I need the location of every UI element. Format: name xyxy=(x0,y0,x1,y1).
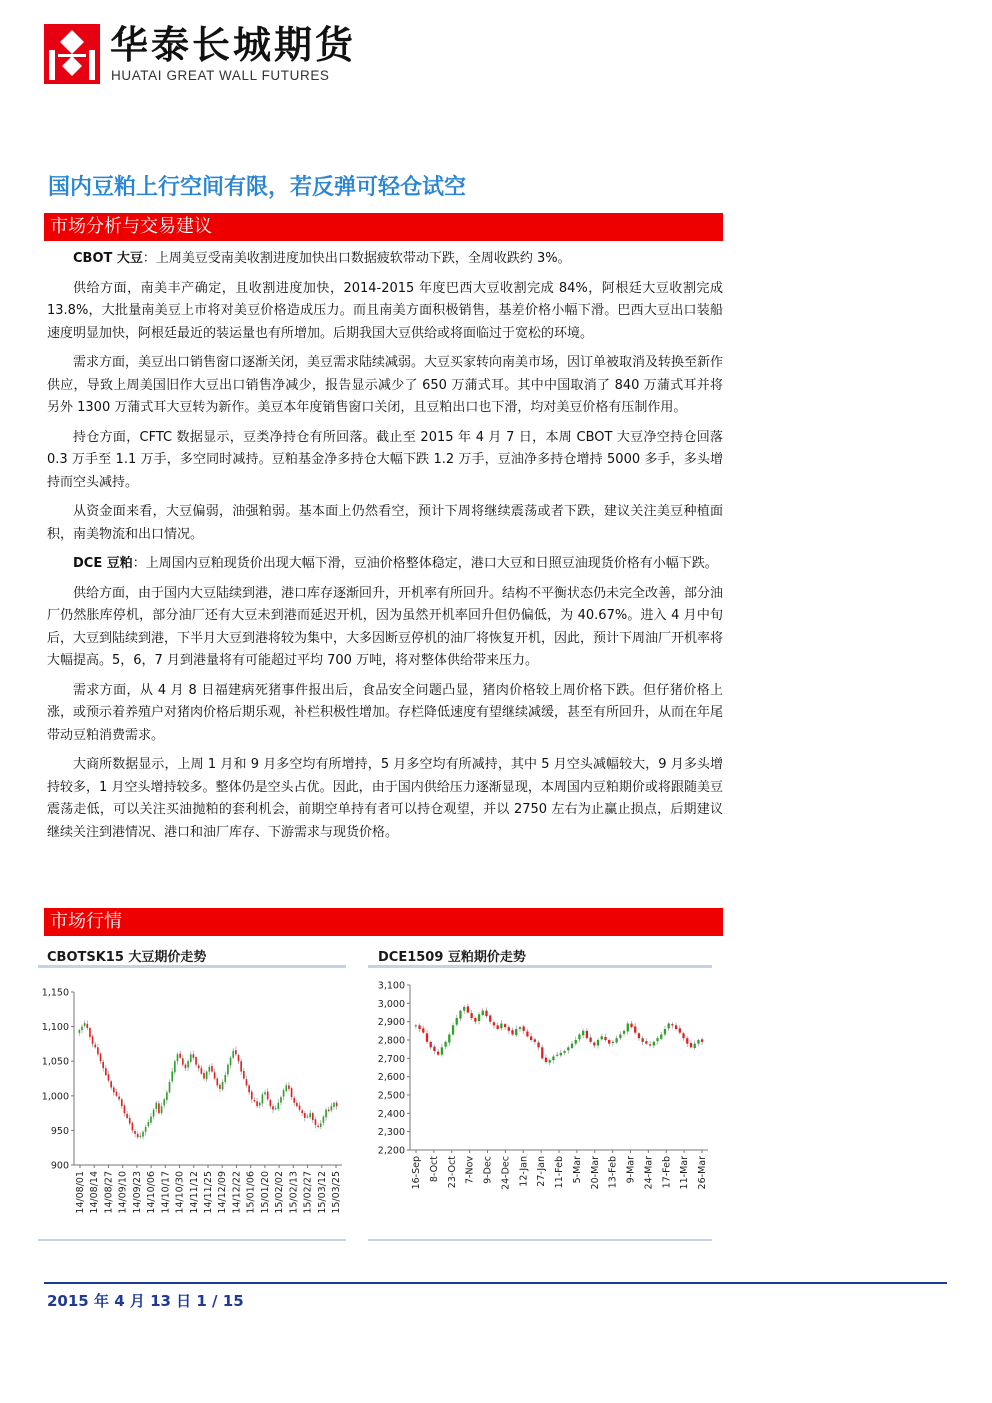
candle xyxy=(126,1114,128,1118)
x-tick-label: 14/12/22 xyxy=(231,1171,243,1214)
candle xyxy=(214,1072,216,1078)
y-tick-label: 900 xyxy=(50,1160,69,1172)
candle xyxy=(701,1039,703,1041)
company-name-en: HUATAI GREAT WALL FUTURES xyxy=(111,68,330,83)
paragraph-text: 供给方面，南美丰产确定，且收割进度加快，2014-2015 年度巴西大豆收割完成 84%，阿根廷大豆收割完成 13.8%，大批量南美豆上市将对美豆价格造成压力。而且南美方面积极销售，基差价格小幅下滑。巴西大豆出口装船速度明显加快，阿根廷最近的装运量也有所增加。后期我国大豆供给或将面临过于宽松的环境。 xyxy=(47,280,723,341)
candle xyxy=(291,1088,293,1097)
x-tick-label: 20-Mar xyxy=(589,1156,601,1190)
y-tick-label: 1,100 xyxy=(41,1022,69,1034)
x-tick-label: 8-Oct xyxy=(428,1156,440,1183)
x-tick-label: 15/01/20 xyxy=(259,1171,271,1214)
candle xyxy=(100,1054,102,1062)
candle xyxy=(238,1055,240,1061)
candle xyxy=(623,1031,625,1034)
candle xyxy=(201,1068,203,1074)
paragraph-text: ：上周美豆受南美收割进度加快出口数据疲软带动下跌，全周收跌约 3%。 xyxy=(142,251,571,266)
x-tick-label: 15/01/06 xyxy=(245,1171,257,1214)
paragraph xyxy=(47,553,723,576)
x-tick-label: 15/02/02 xyxy=(274,1171,286,1214)
candle xyxy=(224,1075,226,1082)
candle xyxy=(656,1038,658,1041)
candle xyxy=(571,1044,573,1048)
section-bar-analysis xyxy=(44,213,723,241)
candle xyxy=(222,1082,224,1090)
candle xyxy=(94,1045,96,1048)
candle xyxy=(254,1100,256,1101)
candle xyxy=(230,1058,232,1066)
candle xyxy=(589,1038,591,1042)
candle xyxy=(150,1117,152,1123)
candle xyxy=(137,1134,139,1137)
candle xyxy=(690,1043,692,1047)
candle xyxy=(534,1039,536,1041)
candle xyxy=(627,1024,629,1032)
candle xyxy=(270,1100,272,1106)
candle xyxy=(328,1110,330,1111)
y-tick-label: 2,600 xyxy=(377,1072,405,1084)
candle xyxy=(124,1105,126,1113)
candle xyxy=(277,1103,279,1109)
candle xyxy=(145,1127,147,1132)
candle xyxy=(89,1028,91,1037)
candle xyxy=(515,1029,517,1035)
candle xyxy=(660,1035,662,1039)
candle xyxy=(259,1103,261,1106)
candle xyxy=(441,1047,443,1054)
candle xyxy=(227,1065,229,1075)
candle xyxy=(129,1118,131,1124)
candle xyxy=(296,1103,298,1106)
candle xyxy=(179,1054,181,1058)
paragraph xyxy=(47,754,723,844)
company-name-cn: 华泰长城期货 xyxy=(110,23,357,67)
candle xyxy=(448,1035,450,1043)
candle xyxy=(232,1051,234,1058)
candle xyxy=(161,1106,163,1113)
candle xyxy=(323,1117,325,1123)
dce-soymeal-chart xyxy=(368,975,712,1235)
x-tick-label: 14/11/25 xyxy=(203,1171,214,1214)
candle xyxy=(549,1060,551,1062)
paragraph xyxy=(47,501,723,546)
candle xyxy=(694,1044,696,1048)
candle xyxy=(272,1106,274,1109)
candle xyxy=(140,1136,142,1137)
candle xyxy=(190,1054,192,1062)
candle xyxy=(307,1117,309,1118)
candle xyxy=(586,1031,588,1038)
candle xyxy=(264,1092,266,1094)
candle xyxy=(280,1097,282,1103)
paragraph xyxy=(47,427,723,495)
candle xyxy=(171,1072,173,1082)
candle xyxy=(331,1106,333,1110)
candle xyxy=(251,1092,253,1100)
candle xyxy=(526,1031,528,1036)
x-tick-label: 14/09/23 xyxy=(131,1171,143,1214)
candle xyxy=(158,1103,160,1113)
candle xyxy=(519,1027,521,1029)
candle xyxy=(235,1050,237,1054)
candle xyxy=(203,1073,205,1079)
footer-date-page: 2015 年 4 月 13 日 1 / 15 xyxy=(47,1292,244,1310)
y-tick-label: 2,500 xyxy=(377,1090,405,1102)
candle xyxy=(320,1123,322,1126)
y-tick-label: 950 xyxy=(50,1125,69,1137)
x-tick-label: 11-Feb xyxy=(554,1156,565,1189)
y-tick-label: 2,300 xyxy=(377,1127,405,1139)
x-tick-label: 14/11/12 xyxy=(188,1171,200,1214)
candle xyxy=(84,1023,86,1026)
candle xyxy=(102,1062,104,1068)
candle xyxy=(240,1061,242,1071)
x-tick-label: 11-Mar xyxy=(679,1156,691,1190)
cbot-soybean-chart xyxy=(38,975,346,1235)
y-tick-label: 2,200 xyxy=(377,1145,405,1157)
x-tick-label: 14/10/30 xyxy=(174,1171,186,1214)
x-tick-label: 27-Jan xyxy=(536,1156,548,1187)
x-tick-label: 9-Dec xyxy=(482,1156,494,1184)
candle xyxy=(92,1036,94,1044)
x-tick-label: 13-Feb xyxy=(607,1156,619,1189)
x-tick-label: 14/10/06 xyxy=(146,1171,158,1214)
candle xyxy=(246,1079,248,1085)
x-tick-label: 24-Dec xyxy=(500,1156,512,1190)
candle xyxy=(697,1040,699,1044)
candle xyxy=(638,1033,640,1038)
candle xyxy=(243,1071,245,1079)
y-tick-label: 1,000 xyxy=(41,1091,69,1103)
candle xyxy=(500,1024,502,1029)
candle xyxy=(508,1027,510,1031)
candle xyxy=(608,1040,610,1044)
section-bar-market xyxy=(44,908,723,936)
candle xyxy=(134,1131,136,1134)
candle xyxy=(456,1018,458,1025)
candle xyxy=(304,1113,306,1118)
x-tick-label: 15/03/12 xyxy=(316,1171,328,1214)
x-tick-label: 9-Mar xyxy=(625,1156,637,1184)
paragraph xyxy=(47,248,723,271)
candle xyxy=(530,1036,532,1040)
y-tick-label: 3,100 xyxy=(377,980,405,992)
candle xyxy=(437,1052,439,1055)
chart-title-cbot: CBOTSK15 大豆期价走势 xyxy=(47,950,207,965)
candle xyxy=(452,1025,454,1034)
x-tick-label: 16-Sep xyxy=(411,1156,422,1190)
candle xyxy=(537,1042,539,1047)
candle xyxy=(147,1122,149,1126)
candle xyxy=(121,1099,123,1106)
candle xyxy=(177,1054,179,1061)
candle xyxy=(97,1047,99,1054)
candle xyxy=(206,1072,208,1080)
candle xyxy=(312,1113,314,1120)
candle xyxy=(415,1025,417,1026)
candle xyxy=(216,1079,218,1086)
candle xyxy=(493,1022,495,1025)
candle xyxy=(485,1011,487,1017)
x-tick-label: 12-Jan xyxy=(518,1156,530,1187)
paragraph-text: 供给方面，由于国内大豆陆续到港，港口库存逐渐回升，开机率有所回升。结构不平衡状态仍未完全改善，部分油厂仍然胀库停机，部分油厂还有大豆未到港而延迟开机，因为虽然开机率回升但仍偏低，为 40.67%。进入 4 月中旬后，大豆到陆续到港，下半月大豆到港将较为集中，大多因断豆停机的油厂将恢复开机，因此，预计下周油厂开机率将大幅提高。5，6，7 月到港量将有可能超过平均 700 万吨，将对整体供给带来压力。 xyxy=(47,585,724,668)
candle xyxy=(649,1044,651,1045)
candle xyxy=(560,1053,562,1055)
candle xyxy=(283,1090,285,1096)
x-tick-label: 17-Feb xyxy=(661,1156,673,1189)
paragraph-text: 持仓方面，CFTC 数据显示，豆类净持仓有所回落。截止至 2015 年 4 月 7 日，本周 CBOT 大豆净空持仓回落 0.3 万手至 1.1 万手，多空同时减持。豆粕基金净多持仓大幅下跌 1.2 万手，豆油净多持仓增持 5000 多手，多头增持而空头减持。 xyxy=(47,429,723,490)
candle xyxy=(523,1027,525,1031)
candle xyxy=(675,1025,677,1029)
candle xyxy=(118,1096,120,1099)
candle xyxy=(333,1103,335,1107)
candle xyxy=(582,1031,584,1035)
candle xyxy=(642,1038,644,1042)
candle xyxy=(169,1082,171,1092)
paragraph-lead: DCE 豆粕 xyxy=(73,556,133,571)
candle xyxy=(325,1110,327,1118)
x-tick-label: 7-Nov xyxy=(464,1156,476,1185)
candle xyxy=(155,1103,157,1109)
chart-title-dce: DCE1509 豆粕期价走势 xyxy=(378,950,526,965)
candle xyxy=(664,1029,666,1035)
candle xyxy=(597,1040,599,1046)
candle xyxy=(463,1007,465,1011)
candle xyxy=(482,1011,484,1015)
chart-rule-bottom xyxy=(38,1239,346,1241)
y-tick-label: 2,700 xyxy=(377,1053,405,1065)
candle xyxy=(262,1094,264,1103)
candle xyxy=(317,1126,319,1127)
candle xyxy=(116,1092,118,1096)
candle xyxy=(504,1024,506,1027)
candle xyxy=(679,1028,681,1032)
candle xyxy=(634,1027,636,1033)
candle xyxy=(653,1042,655,1046)
candle xyxy=(545,1058,547,1062)
y-tick-label: 3,000 xyxy=(377,998,405,1010)
paragraph-text: 需求方面，从 4 月 8 日福建病死猪事件报出后，食品安全问题凸显，猪肉价格较上周价格下跌。但仔猪价格上涨，或预示着养殖户对猪肉价格后期乐观，补栏积极性增加。存栏降低速度有望继续减缓，甚至有所回升，从而在年尾带动豆粕消费需求。 xyxy=(47,682,724,743)
paragraph xyxy=(47,680,723,748)
x-tick-label: 15/02/27 xyxy=(302,1171,314,1214)
candle xyxy=(511,1030,513,1034)
candle xyxy=(459,1011,461,1019)
candle xyxy=(209,1067,211,1072)
y-tick-label: 2,800 xyxy=(377,1035,405,1047)
candle xyxy=(478,1014,480,1021)
x-tick-label: 14/08/01 xyxy=(75,1171,86,1214)
x-tick-label: 14/10/17 xyxy=(160,1171,172,1214)
candle xyxy=(686,1038,688,1044)
y-tick-label: 2,900 xyxy=(377,1017,405,1029)
chart-rule-top xyxy=(368,965,712,968)
candle xyxy=(275,1108,277,1109)
x-tick-label: 5-Mar xyxy=(571,1156,583,1184)
chart-rule-top xyxy=(38,965,346,968)
candle xyxy=(682,1033,684,1038)
x-tick-label: 15/03/25 xyxy=(331,1171,342,1214)
candle xyxy=(563,1051,565,1053)
candle xyxy=(113,1087,115,1092)
candle xyxy=(219,1085,221,1089)
paragraph xyxy=(47,583,723,673)
candle xyxy=(86,1024,88,1028)
y-tick-label: 2,400 xyxy=(377,1108,405,1120)
candle xyxy=(105,1068,107,1075)
candle xyxy=(132,1123,134,1131)
candle xyxy=(556,1055,558,1056)
candle xyxy=(79,1030,81,1033)
candle xyxy=(267,1092,269,1100)
candle xyxy=(645,1041,647,1043)
candle xyxy=(418,1025,420,1029)
paragraph xyxy=(47,352,723,420)
candle xyxy=(248,1085,250,1092)
chart-rule-bottom xyxy=(368,1239,712,1241)
candle xyxy=(81,1027,83,1030)
paragraph-lead: CBOT 大豆 xyxy=(73,251,143,266)
analysis-body xyxy=(47,248,723,851)
x-tick-label: 15/02/13 xyxy=(288,1171,300,1214)
candle xyxy=(619,1035,621,1039)
x-tick-label: 26-Mar xyxy=(697,1156,708,1190)
candle xyxy=(671,1024,673,1025)
candle xyxy=(430,1042,432,1048)
candle xyxy=(474,1018,476,1022)
candle xyxy=(110,1081,112,1087)
candle xyxy=(615,1038,617,1042)
x-tick-label: 14/08/27 xyxy=(103,1171,115,1214)
candle xyxy=(422,1028,424,1032)
candle xyxy=(182,1058,184,1064)
candle xyxy=(315,1119,317,1125)
candle xyxy=(612,1042,614,1043)
candle xyxy=(163,1099,165,1105)
candle xyxy=(301,1110,303,1113)
candle xyxy=(541,1047,543,1058)
candle xyxy=(285,1085,287,1091)
candle xyxy=(668,1024,670,1029)
candle xyxy=(567,1047,569,1050)
footer-rule xyxy=(44,1282,947,1284)
y-tick-label: 1,150 xyxy=(41,987,69,999)
candle xyxy=(497,1025,499,1029)
candle xyxy=(604,1037,606,1040)
huatai-logo-icon xyxy=(44,24,100,84)
candle xyxy=(444,1042,446,1047)
paragraph-text: 大商所数据显示，上周 1 月和 9 月多空均有所增持，5 月多空均有所减持，其中 5 月空头减幅较大，9 月多头增持较多，1 月空头增持较多。整体仍是空头占优。因此，由于国内供给压力逐渐显现，本周国内豆粕期价或将跟随美豆震荡走低，可以关注买油抛粕的套利机会，前期空单持有者可以持仓观望，并以 2750 左右为止赢止损点，后期建议继续关注到港情况、港口和油厂库存、下游需求与现货价格。 xyxy=(47,757,723,840)
paragraph-text: 需求方面，美豆出口销售窗口逐渐关闭，美豆需求陆续减弱。大豆买家转向南美市场，因订单被取消及转换至新作供应，导致上周美国旧作大豆出口销售净减少，报告显示减少了 650 万蒲式耳。其中中国取消了 840 万蒲式耳并将另外 1300 万蒲式耳大豆转为新作。美豆本年度销售窗口关闭，且豆粕出口也下滑，均对美豆价格有压制作用。 xyxy=(47,355,724,415)
candle xyxy=(575,1040,577,1044)
candle xyxy=(470,1013,472,1018)
candle xyxy=(309,1113,311,1117)
report-headline: 国内豆粕上行空间有限，若反弹可轻仓试空 xyxy=(48,175,467,200)
candle xyxy=(630,1024,632,1028)
candle xyxy=(166,1092,168,1100)
candle xyxy=(336,1103,338,1106)
section-title-analysis: 市场分析与交易建议 xyxy=(50,216,212,237)
candle xyxy=(426,1033,428,1042)
y-tick-label: 1,050 xyxy=(41,1056,69,1068)
candle xyxy=(108,1074,110,1080)
paragraph-text: ：上周国内豆粕现货价出现大幅下滑，豆油价格整体稳定，港口大豆和日照豆油现货价格有小幅下跌。 xyxy=(132,556,718,571)
x-tick-label: 23-Oct xyxy=(446,1156,458,1189)
candle xyxy=(153,1110,155,1117)
candle xyxy=(578,1035,580,1040)
paragraph xyxy=(47,278,723,346)
candle xyxy=(433,1047,435,1051)
candle xyxy=(198,1065,200,1068)
candle xyxy=(256,1101,258,1106)
candle xyxy=(293,1098,295,1103)
candle xyxy=(552,1057,554,1061)
x-tick-label: 14/09/10 xyxy=(117,1171,129,1214)
candle xyxy=(467,1006,469,1012)
candle xyxy=(142,1132,144,1137)
candle xyxy=(601,1036,603,1039)
candle xyxy=(195,1057,197,1065)
x-tick-label: 24-Mar xyxy=(643,1156,655,1190)
candle xyxy=(593,1042,595,1045)
candle xyxy=(299,1105,301,1109)
candle xyxy=(185,1065,187,1068)
candle xyxy=(211,1066,213,1072)
x-tick-label: 14/08/14 xyxy=(89,1171,101,1214)
paragraph-text: 从资金面来看，大豆偏弱，油强粕弱。基本面上仍然看空，预计下周将继续震荡或者下跌，建议关注美豆种植面积，南美物流和出口情况。 xyxy=(47,504,723,542)
candle xyxy=(193,1054,195,1057)
candle xyxy=(489,1016,491,1022)
section-title-market: 市场行情 xyxy=(50,911,122,932)
candle xyxy=(187,1061,189,1067)
candle xyxy=(288,1085,290,1088)
candle xyxy=(174,1061,176,1072)
x-tick-label: 14/12/09 xyxy=(217,1171,229,1214)
